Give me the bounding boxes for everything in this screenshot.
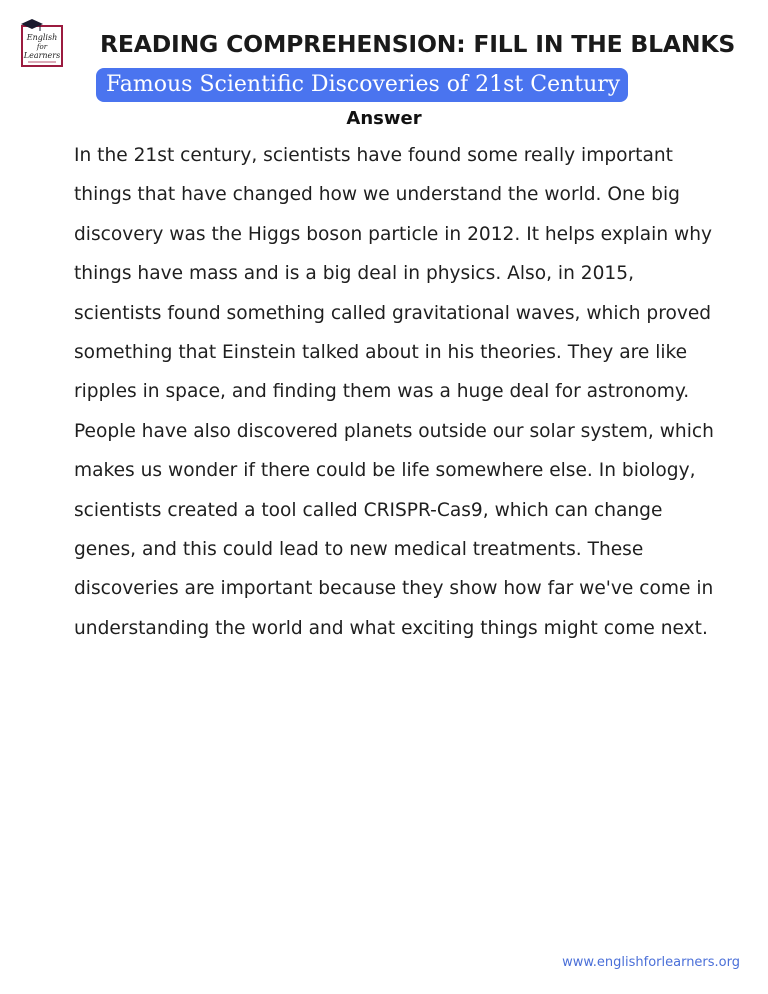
page-title: READING COMPREHENSION: FILL IN THE BLANKS: [100, 30, 736, 58]
svg-text:English: English: [26, 33, 58, 42]
svg-text:for: for: [36, 43, 48, 51]
svg-text:Learners: Learners: [23, 51, 61, 60]
graduation-cap-icon: [20, 18, 64, 68]
topic-subtitle-banner: Famous Scientific Discoveries of 21st Century: [96, 68, 628, 102]
footer-website-link[interactable]: www.englishforlearners.org: [562, 955, 740, 970]
answer-passage: In the 21st century, scientists have found some really important things that have changed how we understand the world. One big discovery was the Higgs boson particle in 2012. It helps explain why things have mass and is a big deal in physics. Also, in 2015, scientists found something called gravitational waves, which proved something that Einstein talked about in his theories. They are like ripples in space, and finding them was a huge deal for astronomy. People have also discovered planets outside our solar system, which makes us wonder if there could be life somewhere else. In biology, scientists created a tool called CRISPR-Cas9, which can change genes, and this could lead to new medical treatments. These discoveries are important because they show how far we've come in understanding the world and what exciting things might come next.: [74, 145, 714, 639]
site-logo: [20, 18, 64, 68]
answer-heading: Answer: [346, 108, 422, 129]
